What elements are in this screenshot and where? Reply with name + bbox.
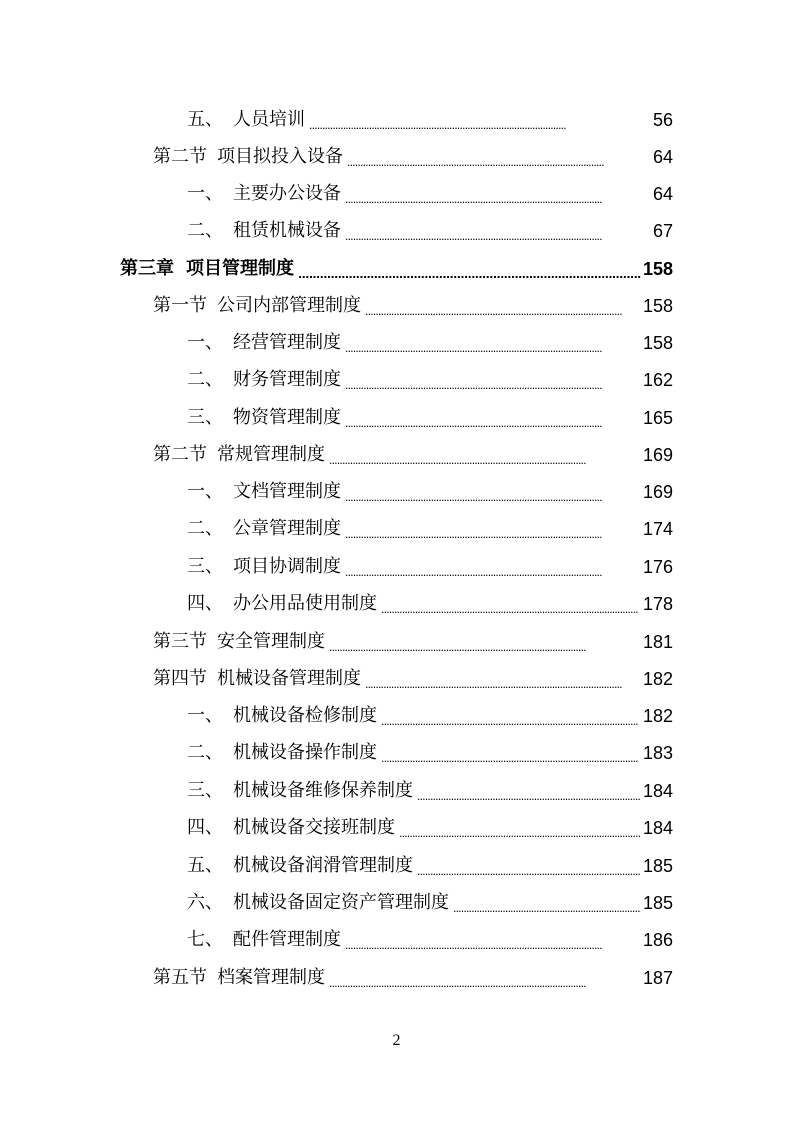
toc-entry[interactable] xyxy=(187,815,673,841)
toc-entry-label xyxy=(187,591,377,617)
dot-leader xyxy=(309,111,651,133)
toc-entry-title: 主要办公设备 xyxy=(233,183,341,204)
toc-entry-title: 项目协调制度 xyxy=(233,556,341,577)
toc-entry-number: 二、 xyxy=(187,220,223,241)
toc-entry-number: 五、 xyxy=(187,855,223,876)
toc-entry-label xyxy=(187,740,377,766)
toc-entry-label xyxy=(187,703,377,729)
toc-entry-title: 经营管理制度 xyxy=(233,332,341,353)
dot-leader xyxy=(345,483,641,505)
toc-entry-page: 158 xyxy=(642,333,673,353)
toc-entry[interactable] xyxy=(153,629,673,655)
dot-leader xyxy=(345,371,641,393)
toc-entry-label xyxy=(153,442,325,468)
toc-entry[interactable] xyxy=(187,890,673,916)
toc-entry-number: 一、 xyxy=(187,705,223,726)
toc-entry-number: 三、 xyxy=(187,556,223,577)
toc-entry-page: 67 xyxy=(652,221,673,241)
toc-entry[interactable] xyxy=(153,666,673,692)
toc-entry-label xyxy=(153,666,361,692)
toc-entry-number: 二、 xyxy=(187,369,223,390)
toc-entry-number: 五、 xyxy=(187,109,223,130)
toc-entry-page: 183 xyxy=(642,743,673,763)
toc-entry[interactable] xyxy=(187,703,673,729)
toc-entry-number: 第三章 xyxy=(120,258,174,279)
dot-leader xyxy=(365,297,641,319)
toc-entry[interactable] xyxy=(187,181,673,207)
dot-leader xyxy=(345,185,651,207)
toc-entry-label xyxy=(153,629,325,655)
dot-leader xyxy=(345,520,641,542)
toc-entry-title: 机械设备润滑管理制度 xyxy=(233,855,413,876)
toc-entry-label xyxy=(187,890,449,916)
toc-entry[interactable] xyxy=(153,144,673,170)
toc-entry-page: 158 xyxy=(642,296,673,316)
toc-entry-label xyxy=(153,144,343,170)
toc-entry-page: 64 xyxy=(652,184,673,204)
toc-entry-title: 机械设备操作制度 xyxy=(233,742,377,763)
toc-entry-number: 第三节 xyxy=(153,631,207,652)
toc-entry[interactable] xyxy=(187,778,673,804)
toc-entry-label xyxy=(187,554,341,580)
toc-entry[interactable] xyxy=(187,554,673,580)
toc-entry-label xyxy=(187,330,341,356)
dot-leader xyxy=(345,409,641,431)
toc-entry-number: 第一节 xyxy=(153,295,207,316)
dot-leader xyxy=(365,670,641,692)
toc-entry-title: 机械设备检修制度 xyxy=(233,705,377,726)
toc-entry-title: 机械设备固定资产管理制度 xyxy=(233,892,449,913)
toc-entry-page: 162 xyxy=(642,370,673,390)
toc-entry[interactable] xyxy=(153,293,673,319)
toc-entry-number: 二、 xyxy=(187,742,223,763)
dot-leader xyxy=(298,260,641,282)
toc-entry[interactable] xyxy=(187,405,673,431)
toc-entry-title: 公司内部管理制度 xyxy=(217,295,361,316)
dot-leader xyxy=(345,222,651,244)
toc-entry-number: 一、 xyxy=(187,183,223,204)
toc-entry-number: 一、 xyxy=(187,332,223,353)
toc-entry-number: 第二节 xyxy=(153,146,207,167)
toc-entry-page: 181 xyxy=(642,632,673,652)
dot-leader xyxy=(345,334,641,356)
toc-entry-title: 物资管理制度 xyxy=(233,407,341,428)
dot-leader xyxy=(329,446,641,468)
dot-leader xyxy=(329,633,641,655)
toc-entry[interactable] xyxy=(187,591,673,617)
toc-entry-page: 56 xyxy=(652,110,673,130)
toc-entry[interactable] xyxy=(187,218,673,244)
dot-leader xyxy=(329,969,641,991)
dot-leader xyxy=(381,595,641,617)
toc-entry-page: 182 xyxy=(642,706,673,726)
toc-entry-page: 64 xyxy=(652,147,673,167)
dot-leader xyxy=(347,148,651,170)
toc-entry-title: 财务管理制度 xyxy=(233,369,341,390)
toc-entry-title: 办公用品使用制度 xyxy=(233,593,377,614)
toc-entry[interactable] xyxy=(187,479,673,505)
toc-entry-page: 187 xyxy=(642,968,673,988)
toc-entry-label xyxy=(187,181,341,207)
toc-entry-title: 机械设备管理制度 xyxy=(217,668,361,689)
toc-entry-number: 第二节 xyxy=(153,444,207,465)
toc-entry-title: 公章管理制度 xyxy=(233,518,341,539)
toc-entry-page: 184 xyxy=(642,818,673,838)
toc-entry-title: 机械设备交接班制度 xyxy=(233,817,395,838)
toc-entry-title: 机械设备维修保养制度 xyxy=(233,780,413,801)
toc-entry-title: 配件管理制度 xyxy=(233,929,341,950)
toc-entry-title: 项目管理制度 xyxy=(186,258,294,279)
toc-entry[interactable] xyxy=(187,853,673,879)
toc-entry[interactable] xyxy=(187,740,673,766)
toc-entry-label xyxy=(187,778,413,804)
toc-entry-title: 档案管理制度 xyxy=(217,967,325,988)
toc-entry-number: 四、 xyxy=(187,593,223,614)
toc-chapter-entry[interactable] xyxy=(120,256,673,282)
dot-leader xyxy=(345,931,641,953)
dot-leader xyxy=(453,894,641,916)
toc-entry[interactable] xyxy=(187,330,673,356)
dot-leader xyxy=(345,558,641,580)
toc-entry-page: 185 xyxy=(642,856,673,876)
toc-entry-number: 二、 xyxy=(187,518,223,539)
toc-entry-label xyxy=(187,479,341,505)
toc-entry-number: 四、 xyxy=(187,817,223,838)
toc-entry-label xyxy=(187,107,305,133)
toc-entry-title: 常规管理制度 xyxy=(217,444,325,465)
toc-entry[interactable] xyxy=(187,107,673,133)
toc-entry-label xyxy=(187,853,413,879)
toc-entry[interactable] xyxy=(187,516,673,542)
toc-entry-label xyxy=(187,815,395,841)
toc-entry-number: 第五节 xyxy=(153,967,207,988)
toc-entry[interactable] xyxy=(187,927,673,953)
toc-entry-title: 租赁机械设备 xyxy=(233,220,341,241)
toc-entry-label xyxy=(120,256,294,282)
dot-leader xyxy=(399,819,641,841)
toc-entry-page: 186 xyxy=(642,930,673,950)
toc-entry-page: 178 xyxy=(642,594,673,614)
toc-entry-page: 169 xyxy=(642,445,673,465)
toc-entry-number: 三、 xyxy=(187,407,223,428)
toc-entry-page: 174 xyxy=(642,519,673,539)
toc-entry-page: 185 xyxy=(642,893,673,913)
page-number: 2 xyxy=(392,1032,401,1049)
dot-leader xyxy=(381,744,641,766)
toc-entry-number: 第四节 xyxy=(153,668,207,689)
toc-entry-title: 安全管理制度 xyxy=(217,631,325,652)
toc-entry-title: 人员培训 xyxy=(233,109,305,130)
toc-entry[interactable] xyxy=(153,965,673,991)
toc-entry-title: 项目拟投入设备 xyxy=(217,146,343,167)
toc-entry-label xyxy=(187,927,341,953)
toc-entry-number: 一、 xyxy=(187,481,223,502)
toc-entry-number: 六、 xyxy=(187,892,223,913)
toc-entry-page: 165 xyxy=(642,408,673,428)
toc-entry-page: 176 xyxy=(642,557,673,577)
toc-entry-page: 158 xyxy=(642,259,673,279)
toc-entry-title: 文档管理制度 xyxy=(233,481,341,502)
toc-entry-page: 182 xyxy=(642,669,673,689)
toc-entry-label xyxy=(187,367,341,393)
toc-entry[interactable] xyxy=(187,367,673,393)
toc-entry-number: 七、 xyxy=(187,929,223,950)
dot-leader xyxy=(417,782,641,804)
dot-leader xyxy=(381,707,641,729)
toc-entry[interactable] xyxy=(153,442,673,468)
toc-entry-label xyxy=(153,293,361,319)
toc-entry-label xyxy=(153,965,325,991)
toc-entry-page: 184 xyxy=(642,781,673,801)
toc-entry-label xyxy=(187,405,341,431)
toc-entry-number: 三、 xyxy=(187,780,223,801)
toc-entry-page: 169 xyxy=(642,482,673,502)
dot-leader xyxy=(417,857,641,879)
toc-entry-label xyxy=(187,218,341,244)
toc-entry-label xyxy=(187,516,341,542)
